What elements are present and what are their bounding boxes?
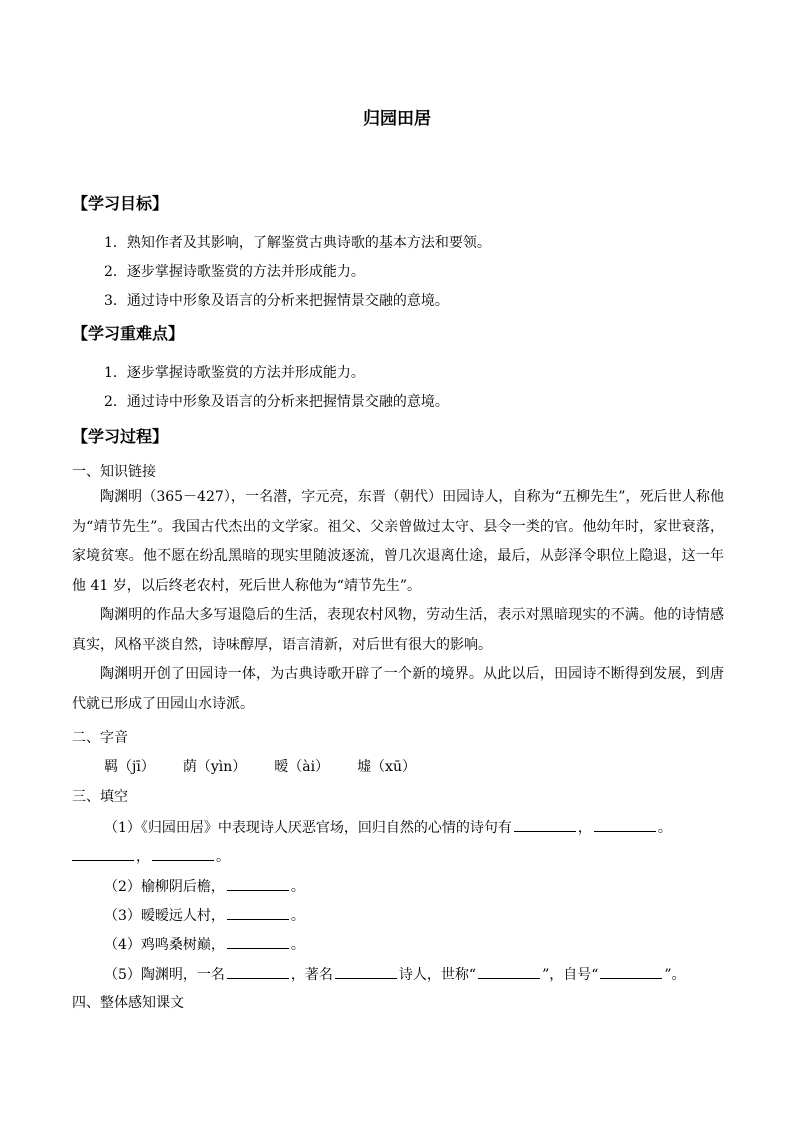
separator: 。 <box>290 937 305 953</box>
question-5-text: 诗人，世称“ <box>398 967 477 983</box>
answer-blank[interactable] <box>152 846 214 861</box>
question-5-text: ”。 <box>664 967 686 983</box>
pronunciation-item: 暧（ài） <box>274 759 330 775</box>
question-5 <box>104 964 686 985</box>
keypoints-heading: 【学习重难点】 <box>72 324 185 343</box>
objective-item-3: 3．通过诗中形象及语言的分析来把握情景交融的意境。 <box>104 293 449 309</box>
separator: 。 <box>216 849 230 865</box>
keypoint-item-2: 2．通过诗中形象及语言的分析来把握情景交融的意境。 <box>104 394 449 410</box>
answer-blank[interactable] <box>227 934 289 949</box>
part4-heading: 四、整体感知课文 <box>72 995 184 1011</box>
pronunciation-list <box>104 757 416 777</box>
objective-item-2: 2．逐步掌握诗歌鉴赏的方法并形成能力。 <box>104 264 365 280</box>
page-title: 归园田居 <box>363 109 431 129</box>
answer-blank[interactable] <box>594 817 656 832</box>
question-5-text: ，著名 <box>290 967 333 983</box>
pronunciation-item: 墟（xū） <box>357 759 416 775</box>
question-4 <box>104 934 305 955</box>
objectives-heading: 【学习目标】 <box>72 194 169 213</box>
separator: ， <box>577 820 592 836</box>
question-5-text: （5）陶渊明，一名 <box>104 967 225 983</box>
pronunciation-item: 羁（jī） <box>104 759 155 775</box>
part2-heading: 二、字音 <box>72 730 128 746</box>
question-3 <box>104 905 305 926</box>
question-1 <box>104 817 672 838</box>
answer-blank[interactable] <box>600 964 662 979</box>
answer-blank[interactable] <box>335 964 397 979</box>
question-1-text: （1）《归园田居》中表现诗人厌恶官场，回归自然的心情的诗句有 <box>104 820 512 836</box>
part3-heading: 三、填空 <box>72 789 128 805</box>
part1-heading: 一、知识链接 <box>72 464 156 480</box>
question-5-text: ”，自号“ <box>542 967 599 983</box>
answer-blank[interactable] <box>514 817 576 832</box>
answer-blank[interactable] <box>227 876 289 891</box>
objective-item-1: 1．熟知作者及其影响，了解鉴赏古典诗歌的基本方法和要领。 <box>104 235 491 251</box>
answer-blank[interactable] <box>227 905 289 920</box>
answer-blank[interactable] <box>72 846 134 861</box>
answer-blank[interactable] <box>478 964 540 979</box>
keypoint-item-1: 1．逐步掌握诗歌鉴赏的方法并形成能力。 <box>104 365 365 381</box>
influence-paragraph: 陶渊明开创了田园诗一体，为古典诗歌开辟了一个新的境界。从此以后，田园诗不断得到发展，到唐代就已形成了田园山水诗派。 <box>72 666 724 712</box>
question-2 <box>104 876 305 897</box>
question-2-text: （2）榆柳阴后檐， <box>104 879 225 895</box>
process-heading: 【学习过程】 <box>72 427 169 446</box>
bio-paragraph: 陶渊明（365－427），一名潜，字元亮，东晋（朝代）田园诗人，自称为“五柳先生”，死后世人称他为“靖节先生”。我国古代杰出的文学家。祖父、父亲曾做过太守、县令一类的官。他幼年时，家世衰落，家境贫寒。他不愿在纷乱黑暗的现实里随波逐流，曾几次退离仕途，最后，从彭泽令职位上隐退，这一年他 41 岁，以后终老农村，死后世人称他为“靖节先生”。 <box>72 489 724 594</box>
question-4-text: （4）鸡鸣桑树巅， <box>104 937 225 953</box>
answer-blank[interactable] <box>227 964 289 979</box>
question-1-continued <box>72 846 230 867</box>
separator: 。 <box>290 908 305 924</box>
pronunciation-item: 荫（yìn） <box>182 759 247 775</box>
separator: 。 <box>290 879 305 895</box>
question-3-text: （3）暧暧远人村， <box>104 908 225 924</box>
separator: 。 <box>657 820 672 836</box>
separator: ， <box>136 849 150 865</box>
works-paragraph: 陶渊明的作品大多写退隐后的生活，表现农村风物，劳动生活，表示对黑暗现实的不满。他的诗情感真实，风格平淡自然，诗味醇厚，语言清新，对后世有很大的影响。 <box>72 607 724 653</box>
